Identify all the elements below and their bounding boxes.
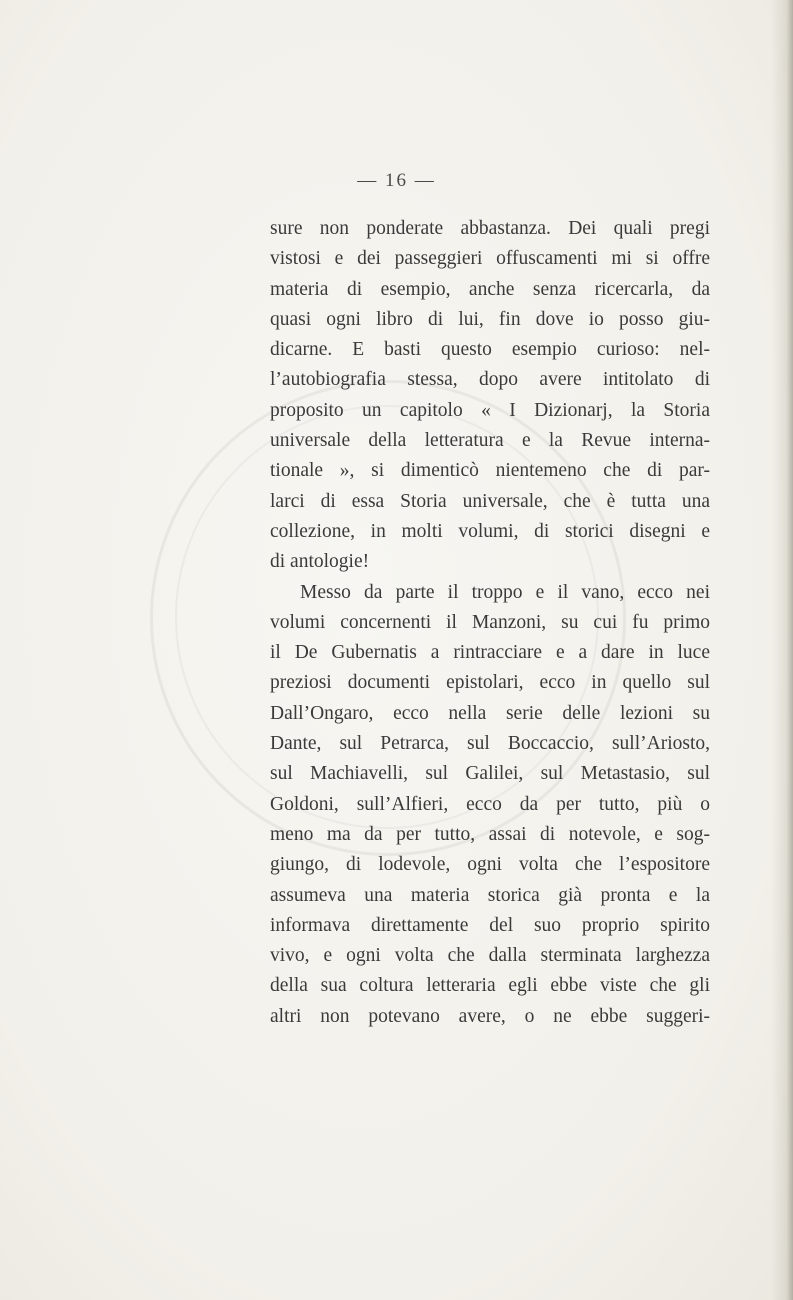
text-line: l’autobiografia stessa, dopo avere intitolato di xyxy=(270,369,710,391)
text-line: Goldoni, sull’Alfieri, ecco da per tutto, più o xyxy=(270,793,710,815)
text-line: il De Gubernatis a rintracciare e a dare in luce xyxy=(270,642,710,664)
text-line: vistosi e dei passeggieri offuscamenti mi si offre xyxy=(270,248,710,270)
text-line: sure non ponderate abbastanza. Dei quali pregi xyxy=(270,218,710,239)
paragraph-start-line: Messo da parte il troppo e il vano, ecco nei xyxy=(300,581,710,603)
text-line: Dante, sul Petrarca, sul Boccaccio, sull’Ariosto, xyxy=(270,733,710,755)
text-line: giungo, di lodevole, ogni volta che l’espositore xyxy=(270,854,710,876)
text-line: vivo, e ogni volta che dalla sterminata larghezza xyxy=(270,945,710,967)
paragraph-end-line: di antologie! xyxy=(270,551,370,573)
text-line: della sua coltura letteraria egli ebbe viste che gli xyxy=(270,975,710,997)
page-number: — 16 — xyxy=(357,170,436,191)
text-line: meno ma da per tutto, assai di notevole, e sog- xyxy=(270,823,710,845)
text-line: universale della letteratura e la Revue interna- xyxy=(270,430,710,452)
text-line: preziosi documenti epistolari, ecco in quello sul xyxy=(270,672,710,694)
text-line: assumeva una materia storica già pronta e la xyxy=(270,884,710,906)
text-line: dicarne. E basti questo esempio curioso: nel- xyxy=(270,339,710,361)
text-line: sul Machiavelli, sul Galilei, sul Metastasio, sul xyxy=(270,763,710,785)
text-line: Dall’Ongaro, ecco nella serie delle lezioni su xyxy=(270,702,710,724)
text-line: quasi ogni libro di lui, fin dove io posso giu- xyxy=(270,308,710,330)
text-line: collezione, in molti volumi, di storici disegni e xyxy=(270,520,710,542)
text-line: tionale », si dimenticò nientemeno che di par- xyxy=(270,460,710,482)
text-line: altri non potevano avere, o ne ebbe suggeri- xyxy=(270,1005,710,1027)
body-text xyxy=(270,214,710,1032)
page-edge-shadow xyxy=(771,0,793,1300)
text-line: larci di essa Storia universale, che è tutta una xyxy=(270,490,710,512)
text-line: proposito un capitolo « I Dizionarj, la Storia xyxy=(270,399,710,421)
text-line: volumi concernenti il Manzoni, su cui fu primo xyxy=(270,611,710,633)
text-line: informava direttamente del suo proprio spirito xyxy=(270,914,710,936)
text-line: materia di esempio, anche senza ricercarla, da xyxy=(270,278,710,300)
